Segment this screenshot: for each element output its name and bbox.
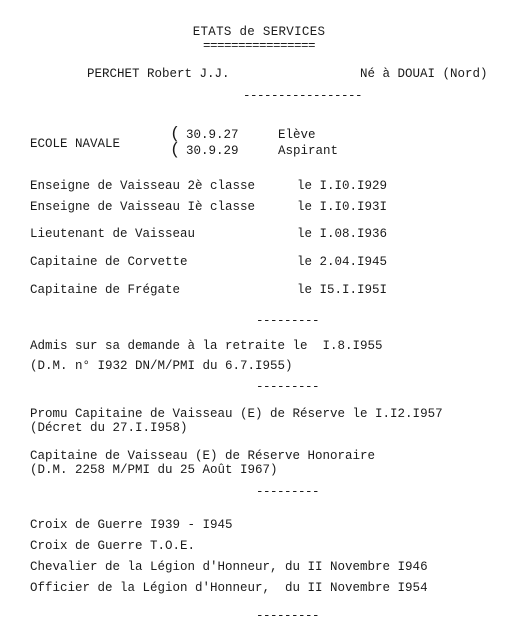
rank-title: Enseigne de Vaisseau 2è classe (30, 179, 256, 193)
ecole-role-1: Elève (278, 128, 316, 142)
decoration-item: Croix de Guerre T.O.E. (30, 539, 196, 553)
retraite-reference: (D.M. n° I932 DN/M/PMI du 6.7.I955) (30, 359, 293, 373)
retraite-line: Admis sur sa demande à la retraite le I.8.I955 (30, 339, 383, 353)
decoration-item: Officier de la Légion d'Honneur, du II Novembre I954 (30, 581, 428, 595)
rank-title: Enseigne de Vaisseau Iè classe (30, 200, 256, 214)
rank-date: le I.I0.I93I (297, 200, 388, 214)
rank-title: Capitaine de Corvette (30, 255, 188, 269)
page-title: ETATS de SERVICES (192, 25, 326, 39)
rank-date: le I5.I.I95I (297, 283, 388, 297)
reserve-honoraire-reference: (D.M. 2258 M/PMI du 25 Août I967) (30, 463, 278, 477)
ecole-label: ECOLE NAVALE (30, 137, 121, 151)
brace-bottom: ( (170, 141, 181, 160)
rank-date: le I.I0.I929 (297, 179, 388, 193)
header-separator: ----------------- (243, 89, 363, 103)
separator: --------- (256, 314, 320, 328)
separator: --------- (256, 609, 320, 623)
birth-place: Né à DOUAI (Nord) (360, 67, 488, 81)
rank-date: le I.08.I936 (297, 227, 388, 241)
rank-title: Lieutenant de Vaisseau (30, 227, 196, 241)
reserve-decree: (Décret du 27.I.I958) (30, 421, 188, 435)
decoration-item: Chevalier de la Légion d'Honneur, du II Novembre I946 (30, 560, 428, 574)
title-underline: ================ (202, 39, 316, 53)
separator: --------- (256, 485, 320, 499)
decoration-item: Croix de Guerre I939 - I945 (30, 518, 233, 532)
ecole-date-2: 30.9.29 (186, 144, 239, 158)
rank-title: Capitaine de Frégate (30, 283, 181, 297)
brace-top: ( (170, 125, 181, 144)
reserve-honoraire: Capitaine de Vaisseau (E) de Réserve Honoraire (30, 449, 376, 463)
ecole-date-1: 30.9.27 (186, 128, 239, 142)
rank-date: le 2.04.I945 (297, 255, 388, 269)
reserve-promotion: Promu Capitaine de Vaisseau (E) de Réserve le I.I2.I957 (30, 407, 443, 421)
separator: --------- (256, 380, 320, 394)
ecole-role-2: Aspirant (278, 144, 339, 158)
person-name: PERCHET Robert J.J. (87, 67, 230, 81)
